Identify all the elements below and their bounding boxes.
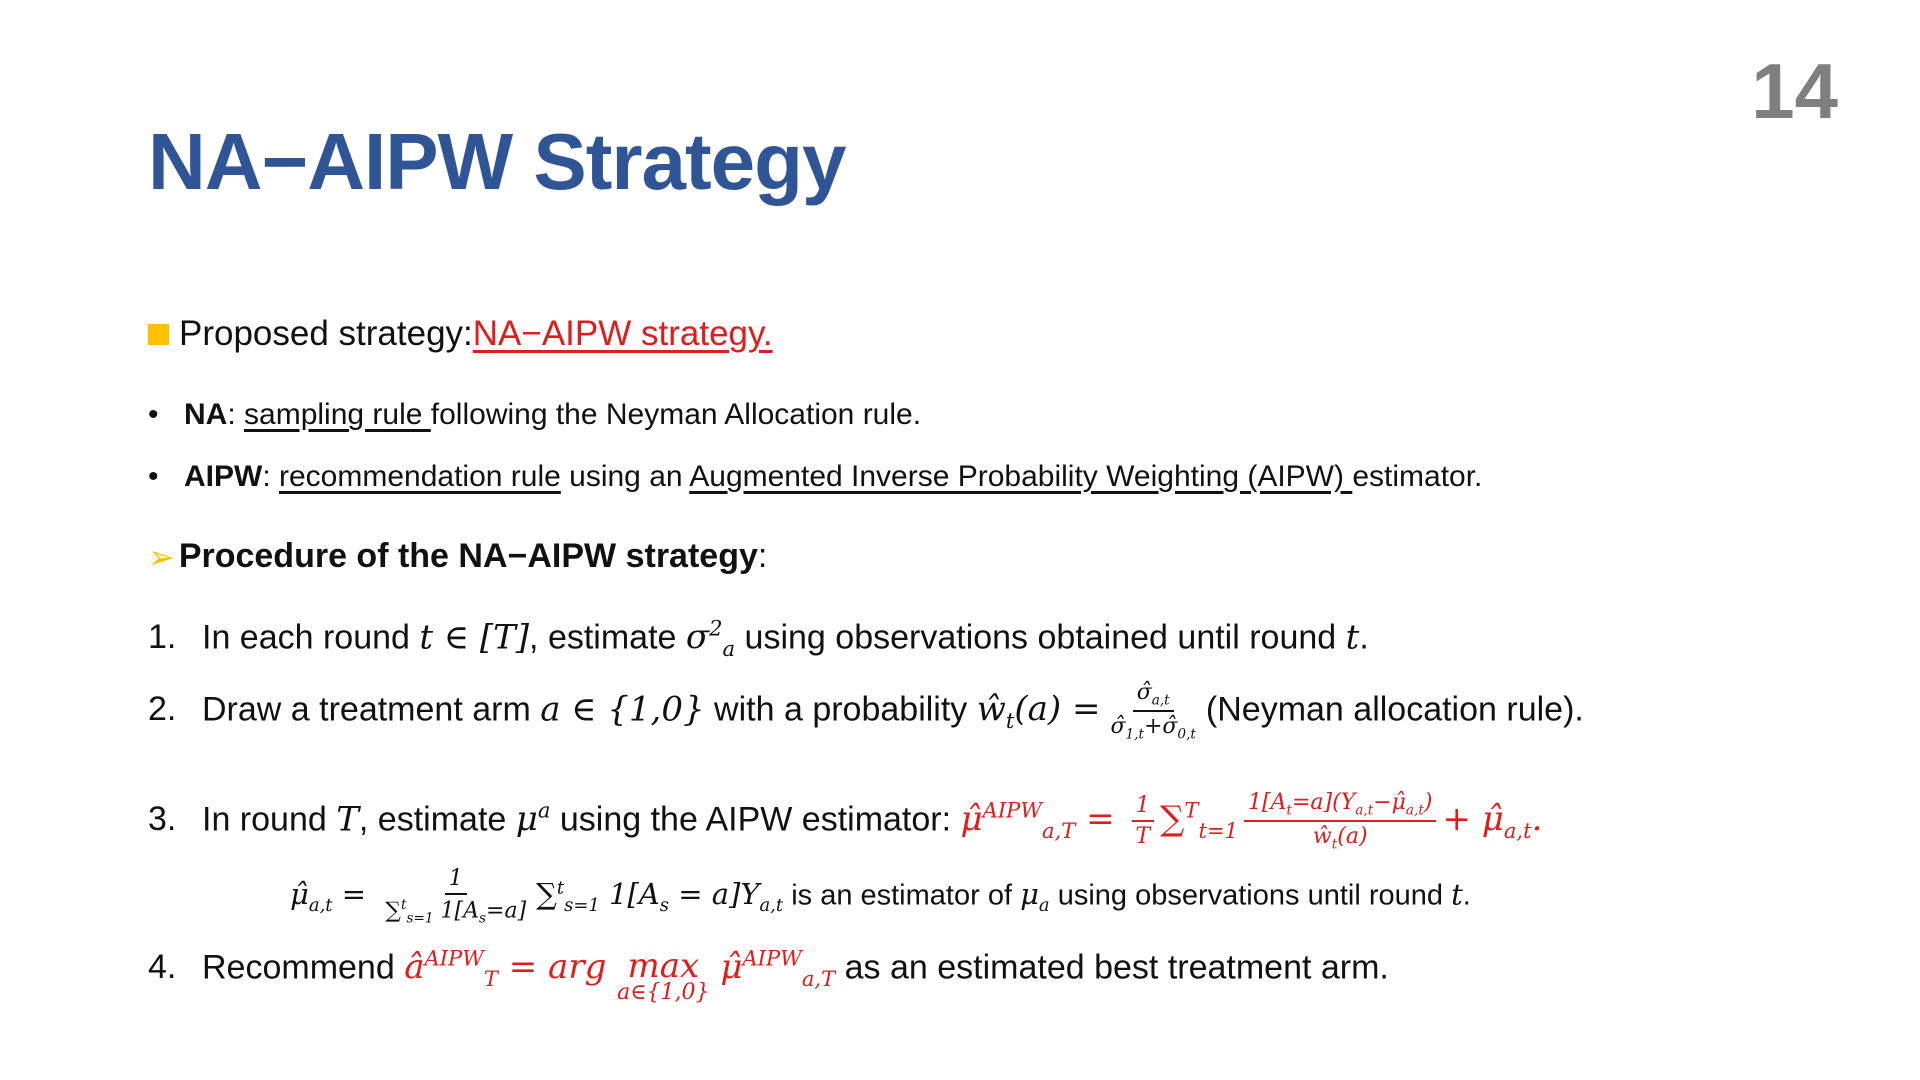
math-expr: a ∈ {1,0} (540, 689, 705, 730)
math-w: $ŵ_t(a)$ = (976, 689, 1101, 734)
mu-hat-formula: $\mû_{a,t}$ = $\frac{1}{\sum^t_{s=1} 1[A_s=a]}$ ∑$^t_{s=1}$ $1[A_s = a]Y_{a,t}$ (290, 866, 784, 927)
slide-number: 14 (1751, 47, 1838, 135)
step-text: . (1359, 618, 1369, 657)
lead-line (148, 314, 773, 354)
bullet-text: using an (560, 460, 690, 493)
lead-highlight: NA−AIPW strategy. (472, 314, 773, 353)
step-text: In each round (202, 618, 420, 657)
slide-title: NA−AIPW Strategy (148, 117, 846, 206)
neyman-fraction: $\frac{\sigmâ_{a,t}}{\sigmâ_{1,t}+\sigmâ_{0,t}}$ (1110, 680, 1196, 743)
step-text: using the AIPW estimator: (550, 800, 961, 839)
math-expr: t ∈ [T] (419, 617, 530, 658)
step-text: using observations obtained until round (735, 618, 1346, 657)
square-bullet-icon (148, 324, 169, 345)
step-text: In round (202, 800, 337, 839)
math-T: T (336, 799, 359, 840)
bullet-underlined: sampling rule (244, 398, 431, 431)
step-text: Draw a treatment arm (202, 690, 541, 729)
argmax-formula: $â^{AIPW}_T$ = arg max a∈{1,0} μ̂$^{AIPW}_{a,T}$ (404, 946, 836, 1005)
step-text: with a probability (704, 690, 977, 729)
aipw-formula: μ̂$^{AIPW}_{a,T}$ = $\frac{1}{T}$ ∑$^T_{t=1}$ $\frac{1[A_t=a](Y_{a,t}-\mû_{a,t})}{ŵ_t(a)}$ + $\mû_{a,t}$. (960, 790, 1543, 853)
step-3-detail (290, 866, 1471, 927)
step-4 (148, 946, 1389, 1005)
math-mu-a: $\mu_a$ (1020, 877, 1050, 917)
step-number: 4. (148, 948, 177, 987)
bullet-na (148, 398, 921, 432)
step-text: , estimate (358, 800, 516, 839)
step-text: is an estimator of (791, 879, 1021, 912)
bullet-dot-icon: • (148, 460, 159, 493)
bullet-term: AIPW (184, 460, 263, 493)
step-text: using observations until round (1049, 879, 1452, 912)
bullet-colon: : (262, 460, 279, 493)
step-text: (Neyman allocation rule). (1205, 690, 1584, 729)
bullet-underlined-2: Augmented Inverse Probability Weighting (AIPW) (689, 460, 1353, 493)
bullet-aipw (148, 460, 1482, 494)
step-text: , estimate (529, 618, 686, 657)
step-3 (148, 790, 1542, 853)
bullet-text: following the Neyman Allocation rule. (430, 398, 922, 431)
bullet-colon: : (227, 398, 245, 431)
bullet-underlined: recommendation rule (279, 460, 561, 493)
math-t: t (1451, 877, 1463, 912)
step-number: 2. (148, 690, 177, 729)
arrow-bullet-icon: ➢ (148, 538, 175, 575)
math-t: t (1345, 617, 1360, 658)
step-text: as an estimated best treatment arm. (835, 948, 1389, 987)
math-sigma: $\sigma^2_a$ (685, 616, 736, 662)
step-1 (148, 616, 1369, 661)
math-mu: $\mu^a$ (515, 798, 551, 840)
bullet-dot-icon: • (148, 398, 159, 431)
lead-label: Proposed strategy: (179, 314, 473, 353)
bullet-term: NA (184, 398, 228, 431)
step-number: 1. (148, 618, 177, 657)
step-text: . (1462, 879, 1471, 912)
procedure-heading (148, 537, 767, 576)
step-2 (148, 680, 1584, 743)
step-text: Recommend (202, 948, 405, 987)
procedure-title: Procedure of the NA−AIPW strategy (178, 537, 758, 575)
step-number: 3. (148, 800, 177, 839)
bullet-text-end: estimator. (1352, 460, 1483, 493)
procedure-colon: : (757, 537, 768, 575)
